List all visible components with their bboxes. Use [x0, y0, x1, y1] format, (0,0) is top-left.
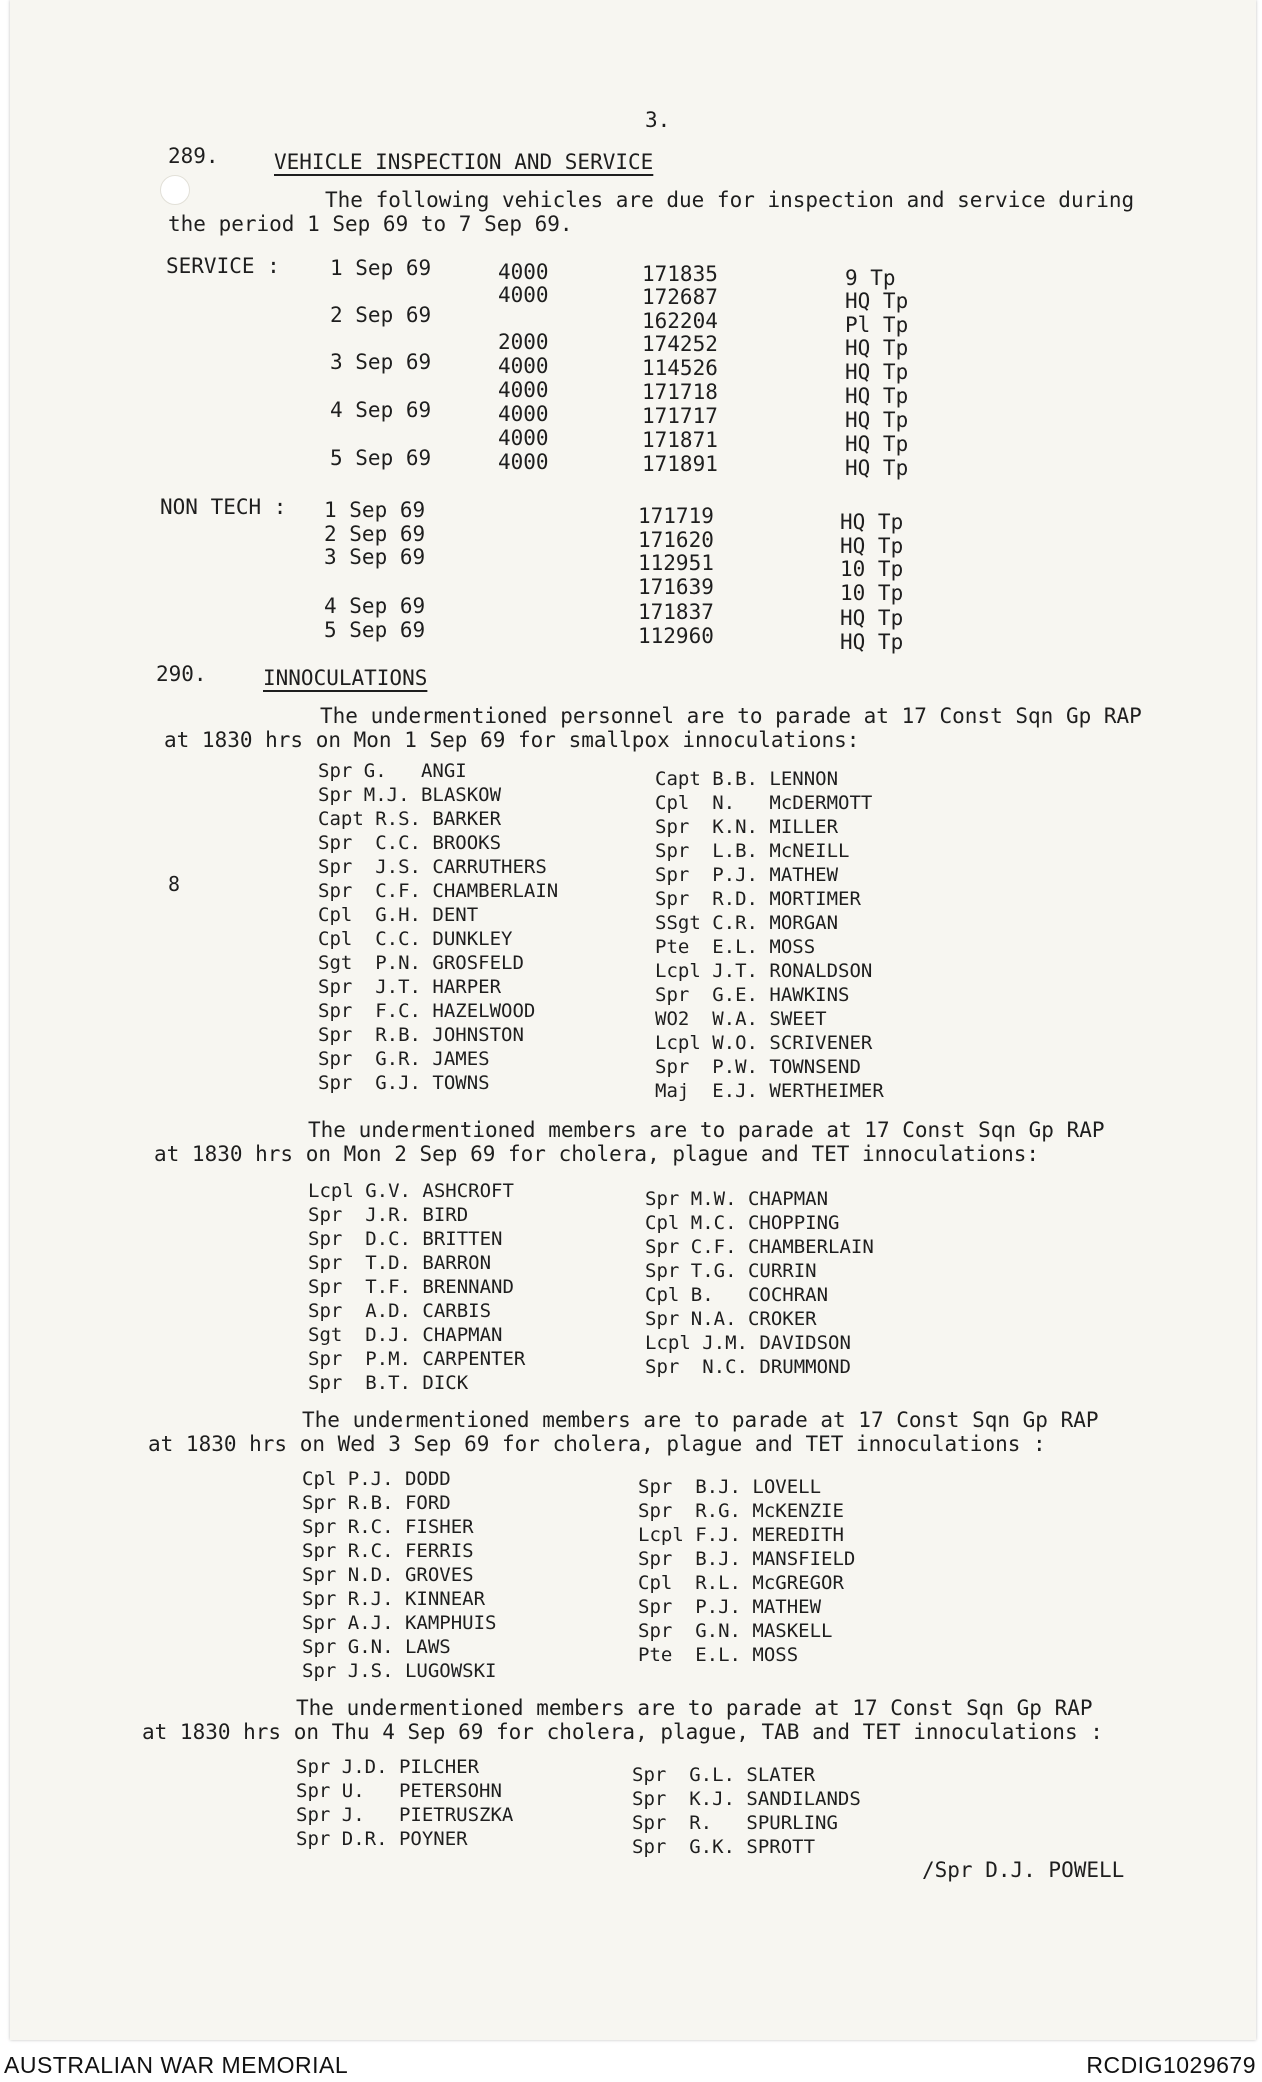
service-label: SERVICE : — [166, 254, 280, 278]
service-date: 3 Sep 69 — [330, 350, 432, 374]
personnel-entry: Spr J.S. LUGOWSKI — [302, 1660, 497, 1682]
personnel-entry: Spr G.R. JAMES — [318, 1048, 490, 1070]
personnel-entry: Spr G.L. SLATER — [632, 1764, 816, 1786]
personnel-entry: Spr T.F. BRENNAND — [308, 1276, 514, 1298]
vehicle-registration: 171871 — [642, 428, 718, 452]
personnel-entry: Lcpl J.T. RONALDSON — [655, 960, 873, 982]
service-code: 2000 — [498, 330, 549, 354]
personnel-entry: Cpl N. McDERMOTT — [655, 792, 873, 814]
personnel-entry: Spr K.N. MILLER — [655, 816, 839, 838]
vehicle-unit: HQ Tp — [845, 408, 909, 432]
vehicle-registration: 171620 — [638, 528, 714, 552]
nontech-label: NON TECH : — [160, 495, 287, 519]
vehicle-registration: 171837 — [638, 600, 714, 624]
personnel-entry: Sgt D.J. CHAPMAN — [308, 1324, 503, 1346]
personnel-entry: Spr D.R. POYNER — [296, 1828, 468, 1850]
service-code: 4000 — [498, 450, 549, 474]
item-title-vehicle-inspection: VEHICLE INSPECTION AND SERVICE — [274, 150, 654, 174]
vehicle-unit: HQ Tp — [840, 510, 904, 534]
personnel-entry: Spr J.T. HARPER — [318, 976, 502, 998]
personnel-entry: Spr R.J. KINNEAR — [302, 1588, 486, 1610]
personnel-entry: Cpl P.J. DODD — [302, 1468, 451, 1490]
nontech-date: 3 Sep 69 — [324, 545, 426, 569]
personnel-entry: Spr K.J. SANDILANDS — [632, 1788, 861, 1810]
punch-hole — [160, 175, 190, 205]
personnel-entry: Capt B.B. LENNON — [655, 768, 839, 790]
personnel-entry: Spr M.J. BLASKOW — [318, 784, 502, 806]
group-intro-line1: The undermentioned personnel are to parade at 17 Const Sqn Gp RAP — [320, 704, 1142, 728]
vehicle-registration: 112960 — [638, 624, 714, 648]
service-date: 5 Sep 69 — [330, 446, 432, 470]
vehicle-unit: 9 Tp — [845, 266, 896, 290]
personnel-entry: Lcpl W.O. SCRIVENER — [655, 1032, 873, 1054]
personnel-entry: Pte E.L. MOSS — [655, 936, 816, 958]
service-code: 4000 — [498, 426, 549, 450]
personnel-entry: Lcpl J.M. DAVIDSON — [645, 1332, 851, 1354]
personnel-entry: Spr R.C. FERRIS — [302, 1540, 474, 1562]
vehicle-unit: 10 Tp — [840, 557, 904, 581]
personnel-entry: Cpl B. COCHRAN — [645, 1284, 829, 1306]
vehicle-registration: 171891 — [642, 452, 718, 476]
personnel-entry: Spr T.D. BARRON — [308, 1252, 492, 1274]
service-date: 2 Sep 69 — [330, 303, 432, 327]
personnel-entry: SSgt C.R. MORGAN — [655, 912, 839, 934]
personnel-entry: Spr F.C. HAZELWOOD — [318, 1000, 536, 1022]
vehicle-unit: HQ Tp — [845, 384, 909, 408]
vehicle-registration: 114526 — [642, 356, 718, 380]
group-intro-line1: The undermentioned members are to parade at 17 Const Sqn Gp RAP — [302, 1408, 1099, 1432]
service-code: 4000 — [498, 402, 549, 426]
service-code: 4000 — [498, 378, 549, 402]
personnel-entry: Spr P.W. TOWNSEND — [655, 1056, 861, 1078]
personnel-entry: Spr G.J. TOWNS — [318, 1072, 490, 1094]
group-intro-line2: at 1830 hrs on Mon 1 Sep 69 for smallpox innoculations: — [164, 728, 860, 752]
personnel-entry: Cpl M.C. CHOPPING — [645, 1212, 840, 1234]
vehicle-unit: HQ Tp — [845, 432, 909, 456]
personnel-entry: Spr D.C. BRITTEN — [308, 1228, 503, 1250]
personnel-entry: Pte E.L. MOSS — [638, 1644, 799, 1666]
vehicle-unit: HQ Tp — [840, 630, 904, 654]
item-number-290: 290. — [156, 662, 207, 686]
vehicle-registration: 171719 — [638, 504, 714, 528]
personnel-entry: Spr G.E. HAWKINS — [655, 984, 850, 1006]
vehicle-unit: HQ Tp — [845, 360, 909, 384]
group-intro-line1: The undermentioned members are to parade at 17 Const Sqn Gp RAP — [296, 1696, 1093, 1720]
personnel-entry: Spr P.J. MATHEW — [655, 864, 839, 886]
personnel-entry: Spr L.B. McNEILL — [655, 840, 850, 862]
personnel-entry: Spr C.F. CHAMBERLAIN — [318, 880, 559, 902]
personnel-entry: Spr U. PETERSOHN — [296, 1780, 502, 1802]
personnel-entry: Spr N.A. CROKER — [645, 1308, 817, 1330]
item-intro-line1: The following vehicles are due for inspection and service during — [325, 188, 1135, 212]
item-title-innoculations: INNOCULATIONS — [263, 666, 428, 690]
personnel-entry: Spr P.J. MATHEW — [638, 1596, 822, 1618]
personnel-entry: Spr G. ANGI — [318, 760, 467, 782]
service-date: 4 Sep 69 — [330, 398, 432, 422]
service-date: 1 Sep 69 — [330, 256, 432, 280]
personnel-entry: Spr A.J. KAMPHUIS — [302, 1612, 497, 1634]
group-intro-line2: at 1830 hrs on Thu 4 Sep 69 for cholera, plague, TAB and TET innoculations : — [142, 1720, 1103, 1744]
personnel-entry: WO2 W.A. SWEET — [655, 1008, 827, 1030]
group-intro-line2: at 1830 hrs on Mon 2 Sep 69 for cholera, plague and TET innoculations: — [154, 1142, 1040, 1166]
nontech-date: 1 Sep 69 — [324, 498, 426, 522]
personnel-entry: Maj E.J. WERTHEIMER — [655, 1080, 884, 1102]
vehicle-registration: 171835 — [642, 262, 718, 286]
personnel-entry: Spr J.R. BIRD — [308, 1204, 469, 1226]
personnel-entry: Spr B.J. LOVELL — [638, 1476, 822, 1498]
group-intro-line2: at 1830 hrs on Wed 3 Sep 69 for cholera, plague and TET innoculations : — [148, 1432, 1046, 1456]
personnel-entry: Spr B.J. MANSFIELD — [638, 1548, 856, 1570]
vehicle-unit: 10 Tp — [840, 581, 904, 605]
item-number-289: 289. — [168, 144, 219, 168]
personnel-entry: Spr R.C. FISHER — [302, 1516, 474, 1538]
personnel-entry: Spr R.G. McKENZIE — [638, 1500, 844, 1522]
vehicle-registration: 171717 — [642, 404, 718, 428]
vehicle-registration: 172687 — [642, 285, 718, 309]
personnel-entry: Spr R.B. FORD — [302, 1492, 451, 1514]
vehicle-registration: 174252 — [642, 332, 718, 356]
personnel-entry: Spr R.B. JOHNSTON — [318, 1024, 524, 1046]
group-intro-line1: The undermentioned members are to parade at 17 Const Sqn Gp RAP — [308, 1118, 1105, 1142]
personnel-entry: Cpl G.H. DENT — [318, 904, 479, 926]
personnel-entry: Spr C.F. CHAMBERLAIN — [645, 1236, 874, 1258]
document-page — [10, 0, 1256, 2040]
personnel-entry: Spr R. SPURLING — [632, 1812, 838, 1834]
personnel-entry: Spr G.N. LAWS — [302, 1636, 451, 1658]
vehicle-unit: HQ Tp — [840, 534, 904, 558]
personnel-entry: Cpl C.C. DUNKLEY — [318, 928, 513, 950]
personnel-entry: Spr J.S. CARRUTHERS — [318, 856, 547, 878]
vehicle-registration: 112951 — [638, 551, 714, 575]
vehicle-registration: 171639 — [638, 575, 714, 599]
personnel-entry: Spr G.K. SPROTT — [632, 1836, 816, 1858]
nontech-date: 4 Sep 69 — [324, 594, 426, 618]
personnel-entry: Sgt P.N. GROSFELD — [318, 952, 524, 974]
vehicle-unit: HQ Tp — [845, 456, 909, 480]
personnel-entry: Spr B.T. DICK — [308, 1372, 469, 1394]
personnel-entry: Spr C.C. BROOKS — [318, 832, 502, 854]
vehicle-unit: HQ Tp — [845, 336, 909, 360]
personnel-entry: Spr J.D. PILCHER — [296, 1756, 480, 1778]
nontech-date: 5 Sep 69 — [324, 618, 426, 642]
personnel-entry: Spr G.N. MASKELL — [638, 1620, 833, 1642]
service-code: 4000 — [498, 354, 549, 378]
personnel-entry: Spr T.G. CURRIN — [645, 1260, 817, 1282]
personnel-entry: Spr A.D. CARBIS — [308, 1300, 492, 1322]
personnel-entry: Spr P.M. CARPENTER — [308, 1348, 526, 1370]
personnel-entry: Spr N.C. DRUMMOND — [645, 1356, 851, 1378]
nontech-date: 2 Sep 69 — [324, 522, 426, 546]
personnel-entry: Lcpl G.V. ASHCROFT — [308, 1180, 514, 1202]
item-intro-line2: the period 1 Sep 69 to 7 Sep 69. — [168, 212, 573, 236]
margin-note: 8 — [168, 872, 181, 896]
vehicle-unit: HQ Tp — [840, 606, 904, 630]
page-number: 3. — [645, 108, 671, 132]
service-code: 4000 — [498, 283, 549, 307]
vehicle-unit: Pl Tp — [845, 313, 909, 337]
personnel-entry: Spr N.D. GROVES — [302, 1564, 474, 1586]
vehicle-registration: 162204 — [642, 309, 718, 333]
personnel-entry: Spr J. PIETRUSZKA — [296, 1804, 514, 1826]
service-code: 4000 — [498, 260, 549, 284]
footer-reference: RCDIG1029679 — [1086, 2052, 1256, 2078]
personnel-entry: Cpl R.L. McGREGOR — [638, 1572, 844, 1594]
footer-institution: AUSTRALIAN WAR MEMORIAL — [4, 2052, 349, 2078]
personnel-entry: Spr M.W. CHAPMAN — [645, 1188, 829, 1210]
signature-line: /Spr D.J. POWELL — [922, 1858, 1125, 1882]
personnel-entry: Lcpl F.J. MEREDITH — [638, 1524, 844, 1546]
personnel-entry: Spr R.D. MORTIMER — [655, 888, 861, 910]
vehicle-unit: HQ Tp — [845, 289, 909, 313]
personnel-entry: Capt R.S. BARKER — [318, 808, 502, 830]
vehicle-registration: 171718 — [642, 380, 718, 404]
